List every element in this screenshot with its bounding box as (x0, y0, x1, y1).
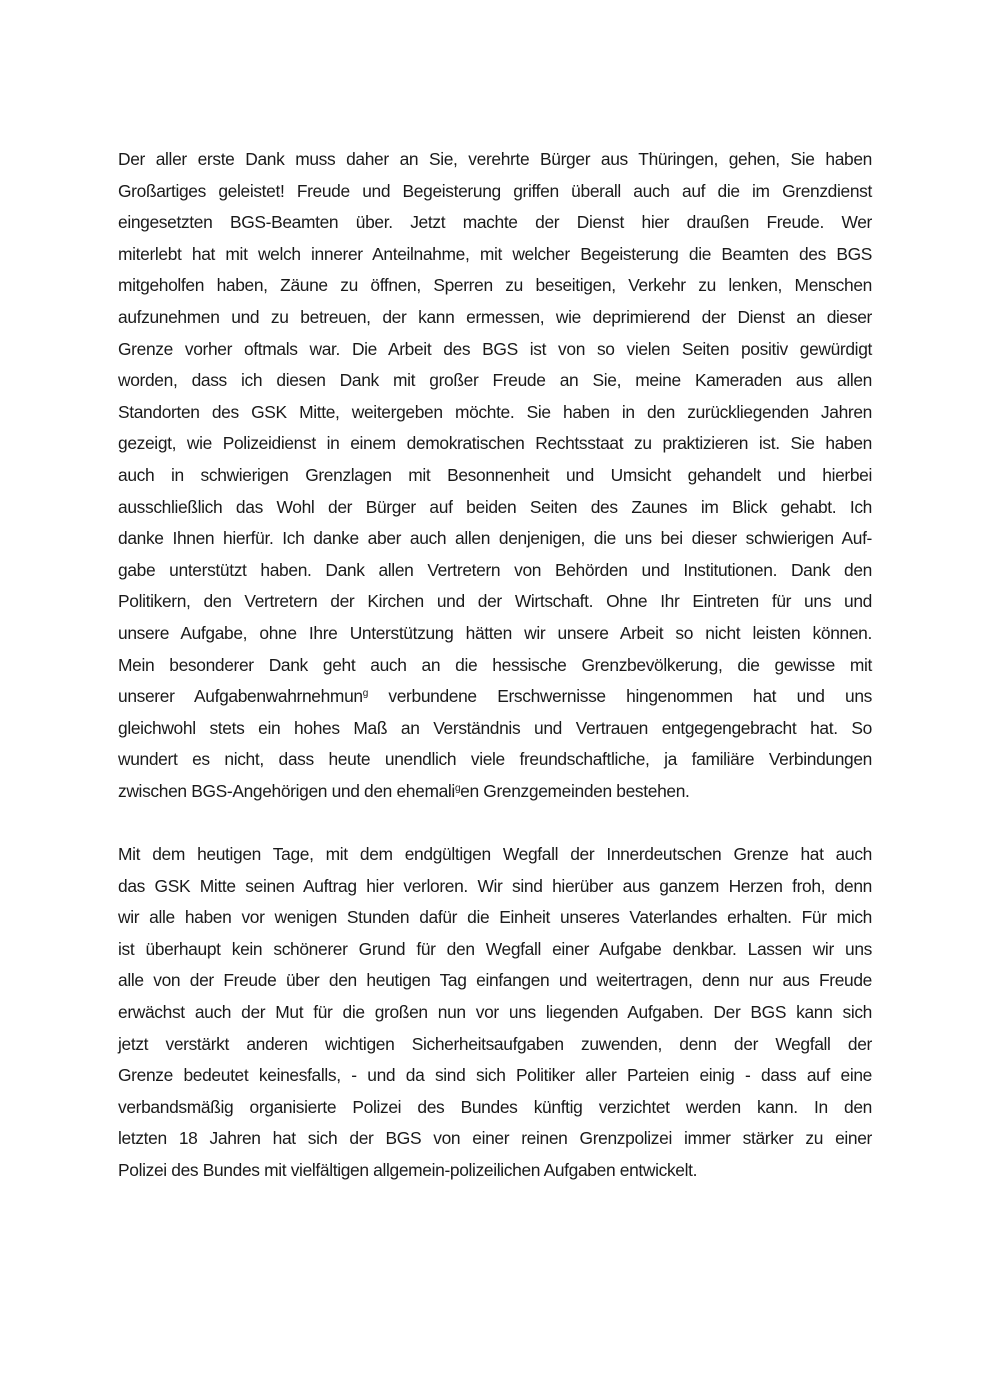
text-line: Polizei des Bundes mit vielfältigen allgemein-polizeilichen Aufgaben entwickelt. (118, 1159, 698, 1180)
superscript-g: g (362, 688, 368, 700)
text-line: gleichwohl stets ein hohes Maß an Verständnis und Vertrauen entgegengebracht hat. So (118, 717, 872, 738)
text-line: verbandsmäßig organisierte Polizei des Bundes künftig verzichtet werden kann. In den (118, 1096, 872, 1117)
text-line: gabe unterstützt haben. Dank allen Vertretern von Behörden und Institutionen. Dank den (118, 559, 872, 580)
text-line: Politikern, den Vertretern der Kirchen und der Wirtschaft. Ohne Ihr Eintreten für uns und (118, 591, 872, 612)
text-line: wir alle haben vor wenigen Stunden dafür die Einheit unseres Vaterlandes erhalten. Für mich (118, 907, 872, 928)
text-line: eingesetzten BGS-Beamten über. Jetzt machte der Dienst hier draußen Freude. Wer (118, 212, 872, 233)
text-line: letzten 18 Jahren hat sich der BGS von einer reinen Grenzpolizei immer stärker zu einer (118, 1128, 872, 1149)
paragraph-2 (118, 839, 872, 1187)
text-line: jetzt verstärkt anderen wichtigen Sicherheitsaufgaben zuwenden, denn der Wegfall der (118, 1033, 872, 1054)
text-line: Großartiges geleistet! Freude und Begeisterung griffen überall auch auf die im Grenzdienst (118, 180, 872, 201)
text-line (118, 776, 872, 808)
text-line: worden, dass ich diesen Dank mit großer Freude an Sie, meine Kameraden aus allen (118, 370, 872, 391)
text-line: wundert es nicht, dass heute unendlich viele freundschaftliche, ja familiäre Verbindungen (118, 749, 872, 770)
text-line: Der aller erste Dank muss daher an Sie, verehrte Bürger aus Thüringen, gehen, Sie haben (118, 149, 872, 169)
text-line (118, 681, 872, 713)
text-line: unsere Aufgabe, ohne Ihre Unterstützung hätten wir unsere Arbeit so nicht leisten können. (118, 622, 872, 643)
text-fragment: en Grenzgemeinden bestehen. (460, 780, 690, 801)
text-line: aufzunehmen und zu betreuen, der kann ermessen, wie deprimierend der Dienst an dieser (118, 306, 872, 327)
text-fragment: verbundene Erschwernisse hingenommen hat und uns (367, 686, 872, 707)
text-line: das GSK Mitte seinen Auftrag hier verloren. Wir sind hierüber aus ganzem Herzen froh, denn (118, 875, 872, 896)
text-line: miterlebt hat mit welch innerer Anteilnahme, mit welcher Begeisterung die Beamten des BGS (118, 243, 872, 264)
text-line: Mit dem heutigen Tage, mit dem endgültigen Wegfall der Innerdeutschen Grenze hat auch (118, 844, 872, 864)
text-line: ausschließlich das Wohl der Bürger auf beiden Seiten des Zaunes im Blick gehabt. Ich (118, 496, 872, 517)
text-line: erwächst auch der Mut für die großen nun vor uns liegenden Aufgaben. Der BGS kann sich (118, 1001, 872, 1022)
text-line: gezeigt, wie Polizeidienst in einem demokratischen Rechtsstaat zu praktizieren ist. Sie haben (118, 433, 872, 454)
text-line: mitgeholfen haben, Zäune zu öffnen, Sperren zu beseitigen, Verkehr zu lenken, Menschen (118, 275, 872, 296)
paragraph-1 (118, 144, 872, 807)
text-line: alle von der Freude über den heutigen Tag einfangen und weitertragen, denn nur aus Freude (118, 970, 872, 991)
text-line: danke Ihnen hierfür. Ich danke aber auch allen denjenigen, die uns bei dieser schwierigen Auf- (118, 528, 872, 549)
text-line: Grenze bedeutet keinesfalls, - und da sind sich Politiker aller Parteien einig - dass auf eine (118, 1065, 872, 1086)
text-line: ist überhaupt kein schönerer Grund für den Wegfall einer Aufgabe denkbar. Lassen wir uns (118, 938, 872, 959)
text-line: Grenze vorher oftmals war. Die Arbeit des BGS ist von so vielen Seiten positiv gewürdigt (118, 338, 872, 359)
superscript-g: g (454, 782, 461, 794)
text-fragment: zwischen BGS-Angehörigen und den ehemali (118, 780, 455, 801)
text-line: Mein besonderer Dank geht auch an die hessische Grenzbevölkerung, die gewisse mit (118, 654, 872, 675)
text-line: Standorten des GSK Mitte, weitergeben möchte. Sie haben in den zurückliegenden Jahren (118, 401, 872, 422)
text-fragment: unserer Aufgabenwahrnehmun (118, 686, 363, 707)
text-line: auch in schwierigen Grenzlagen mit Besonnenheit und Umsicht gehandelt und hierbei (118, 464, 872, 485)
